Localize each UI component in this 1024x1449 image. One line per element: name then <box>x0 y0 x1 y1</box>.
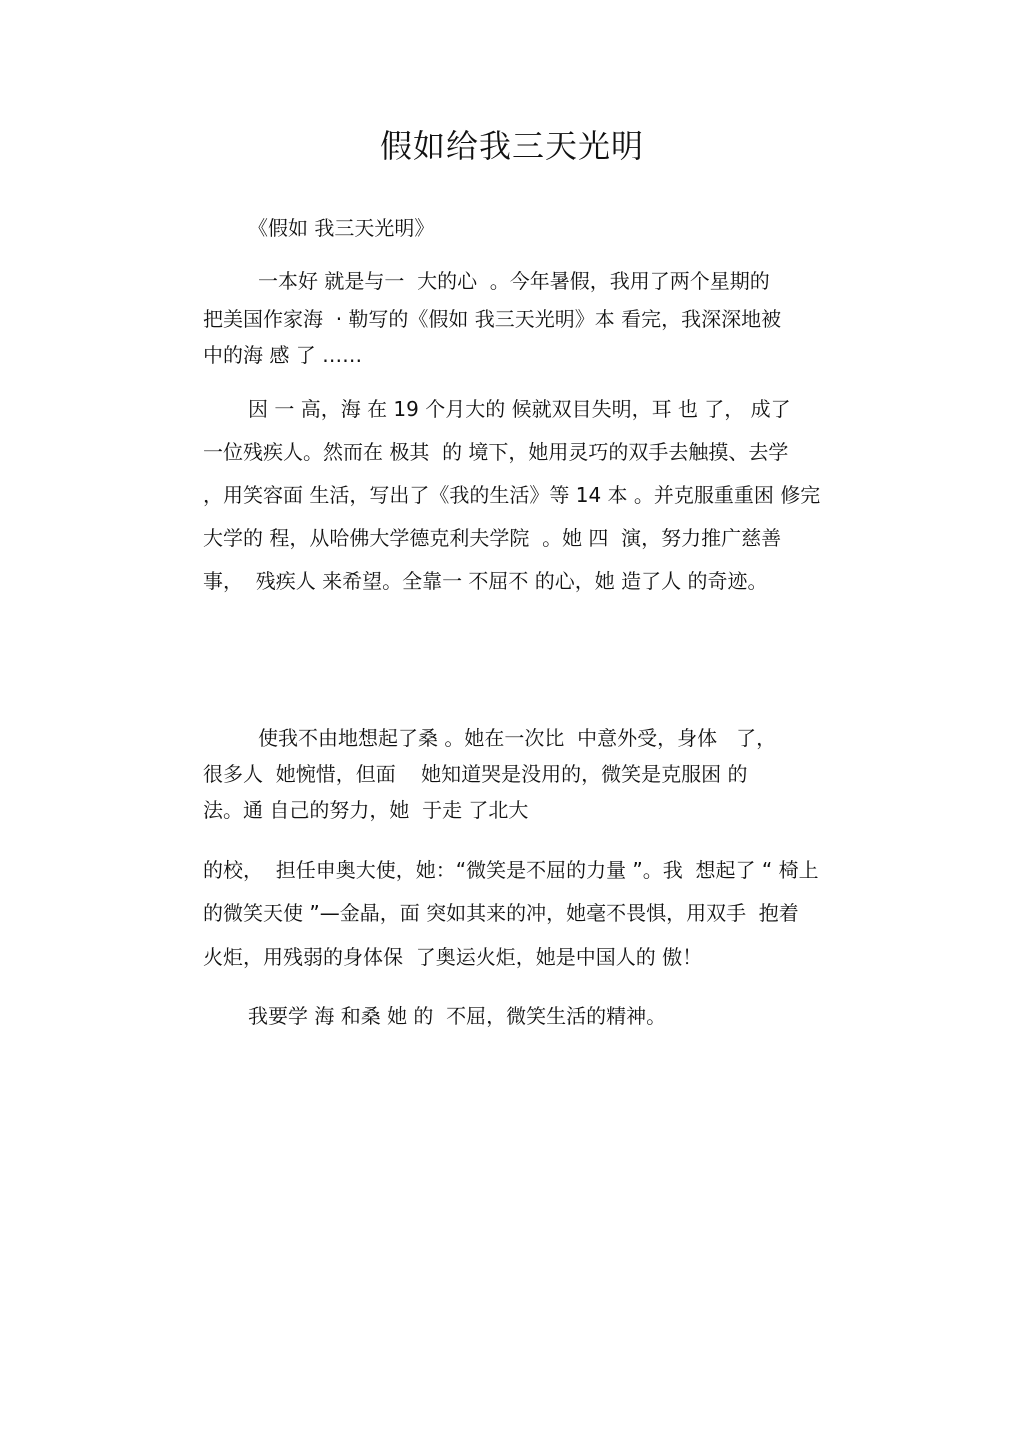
document-title: 假如给我三天光明 <box>379 127 644 165</box>
paragraph-line: 法。通 自己的努力，她 于走 了北大 <box>203 798 529 822</box>
paragraph-line: 我要学 海 和桑 她 的 不屈，微笑生活的精神。 <box>248 1004 667 1028</box>
paragraph-line: 的校， 担任申奥大使，她：“微笑是不屈的力量 ”。我 想起了 “ 椅上 <box>203 858 819 882</box>
paragraph-line: 一位残疾人。然而在 极其 的 境下，她用灵巧的双手去触摸、去学 <box>203 440 789 464</box>
paragraph-line: 使我不由地想起了桑 。她在一次比 中意外受，身体 了， <box>258 726 777 750</box>
paragraph-line: 很多人 她惋惜，但面 她知道哭是没用的，微笑是克服困 的 <box>203 762 748 786</box>
paragraph-line: 一本好 就是与一 大的心 。今年暑假，我用了两个星期的 <box>258 269 770 293</box>
paragraph-line: 的微笑天使 ”—金晶，面 突如其来的冲，她毫不畏惧，用双手 抱着 <box>203 901 799 925</box>
paragraph-line: 把美国作家海 · 勒写的《假如 我三天光明》本 看完，我深深地被 <box>203 307 782 331</box>
paragraph-line: 大学的 程，从哈佛大学德克利夫学院 。她 四 演，努力推广慈善 <box>203 526 782 550</box>
paragraph-line: ，用笑容面 生活，写出了《我的生活》等 14 本 。并克服重重困 修完 <box>203 483 821 507</box>
paragraph-line: 中的海 感 了 …… <box>203 343 363 367</box>
paragraph-line: 火炬，用残弱的身体保 了奥运火炬，她是中国人的 傲！ <box>203 945 703 969</box>
book-title-line: 《假如 我三天光明》 <box>248 216 435 240</box>
paragraph-line: 因 一 高，海 在 19 个月大的 候就双目失明，耳 也 了， 成了 <box>248 397 791 421</box>
paragraph-line: 事， 残疾人 来希望。全靠一 不屈不 的心，她 造了人 的奇迹。 <box>203 569 768 593</box>
